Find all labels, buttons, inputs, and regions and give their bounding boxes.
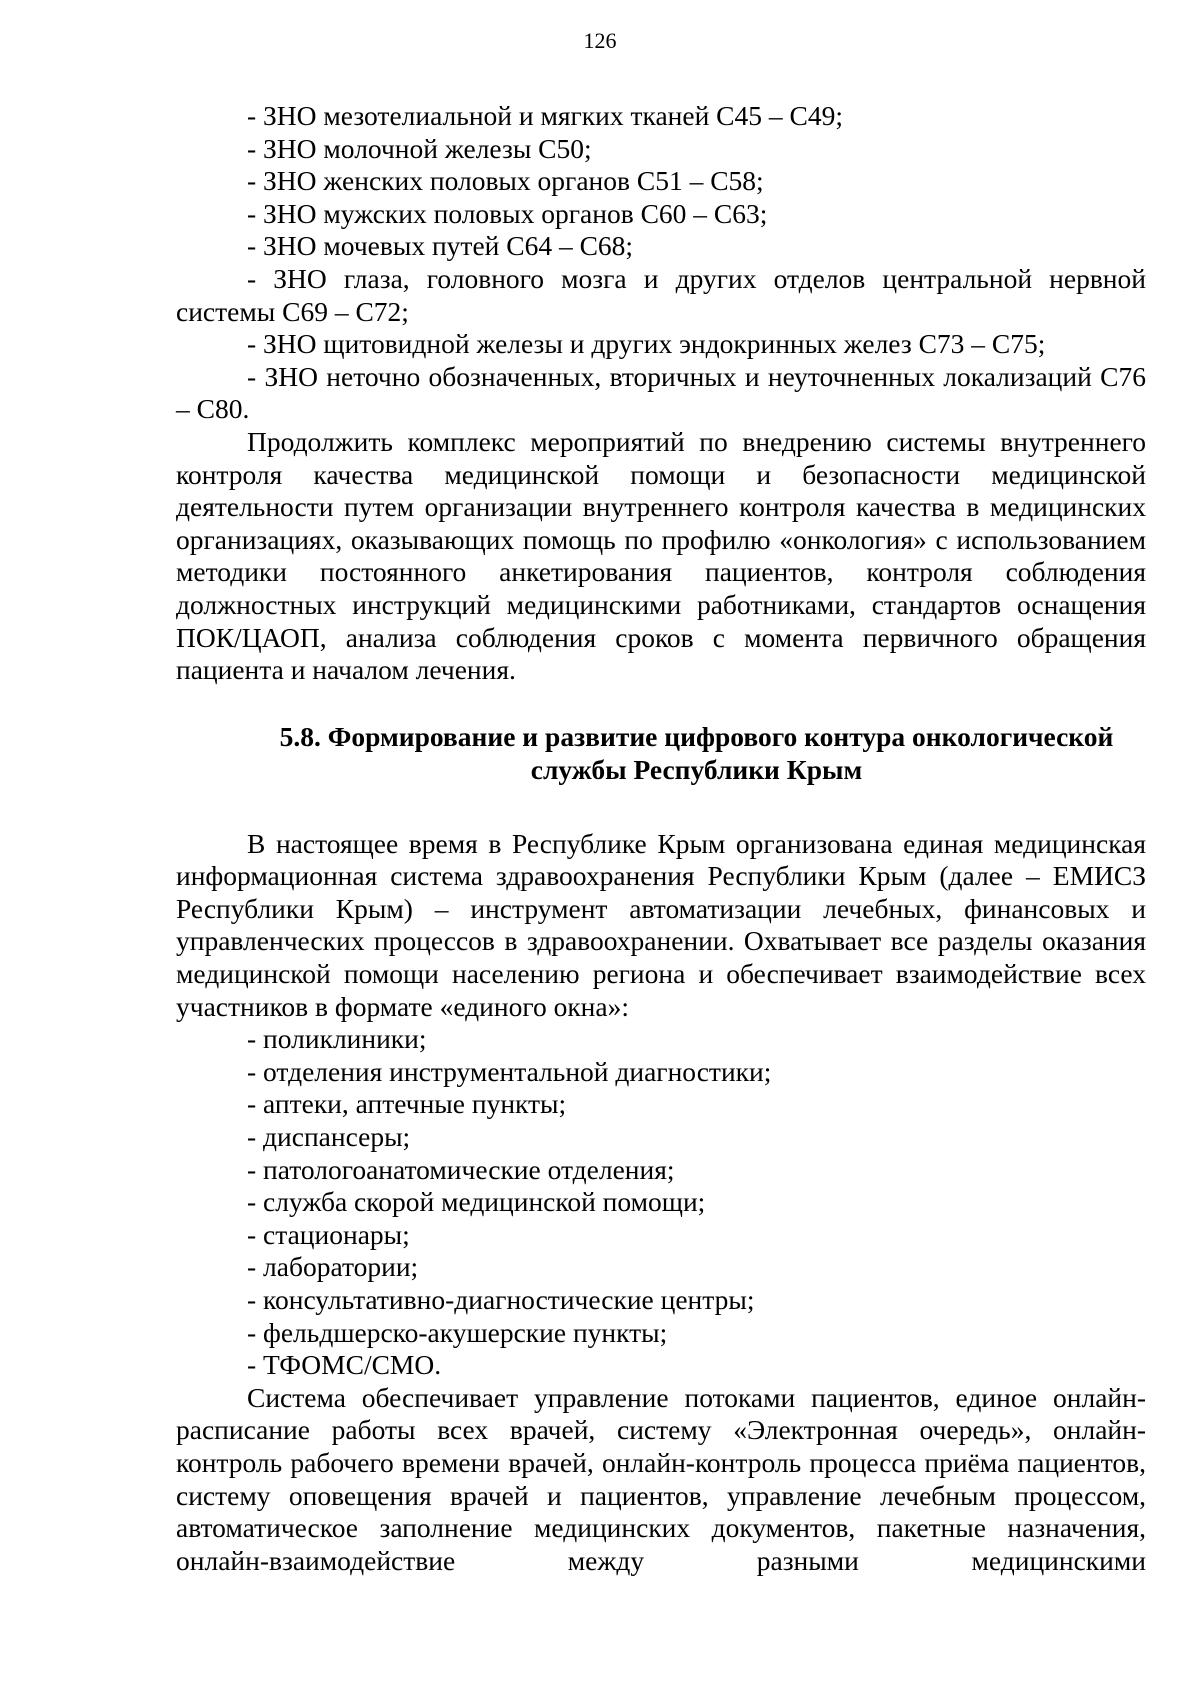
system-features-paragraph: Система обеспечивает управление потоками пациентов, единое онлайн-расписание работы всех врачей, систему «Электронная очередь», онлайн-контроль рабочего времени врачей, онлайн-контроль процесса приёма пациентов, систему оповещения врачей и пациентов, управление лечебным процессом, автоматическое заполнение медицинских документов, пакетные назначения, онлайн-взаимодействие между разными медицинскими	[176, 1381, 1146, 1576]
section-heading-line-2: службы Республики Крым	[530, 753, 863, 785]
list-item: - поликлиники;	[247, 1023, 427, 1055]
section-heading	[176, 720, 1146, 786]
emisz-paragraph: В настоящее время в Республике Крым организована единая медицинская информационная система здравоохранения Республики Крым (далее – ЕМИСЗ Республики Крым) – инструмент автоматизации лечебных, финансовых и управленческих процессов в здравоохранении. Охватывает все разделы оказания медицинской помощи населению региона и обеспечивает взаимодействие всех участников в формате «единого окна»:	[176, 827, 1146, 1022]
list-item: - ЗНО молочной железы С50;	[247, 132, 592, 164]
list-item: - ЗНО мочевых путей С64 – С68;	[247, 230, 634, 262]
list-item: - отделения инструментальной диагностики;	[247, 1055, 772, 1087]
page-number: 126	[583, 28, 617, 53]
list-item: - патологоанатомические отделения;	[247, 1153, 675, 1185]
list-item: - ЗНО женских половых органов С51 – С58;	[247, 165, 764, 197]
list-item: - ЗНО мужских половых органов С60 – С63;	[247, 197, 768, 229]
list-item: - служба скорой медицинской помощи;	[247, 1186, 706, 1218]
list-item: - диспансеры;	[247, 1121, 411, 1153]
quality-control-paragraph: Продолжить комплекс мероприятий по внедрению системы внутреннего контроля качества медицинской помощи и безопасности медицинской деятельности путем организации внутреннего контроля качества в медицинских организациях, оказывающих помощь по профилю «онкология» с использованием методики постоянного анкетирования пациентов, контроля соблюдения должностных инструкций медицинскими работниками, стандартов оснащения ПОК/ЦАОП, анализа соблюдения сроков с момента первичного обращения пациента и началом лечения.	[176, 425, 1146, 686]
list-item: - ТФОМС/СМО.	[247, 1349, 442, 1381]
list-item: - консультативно-диагностические центры;	[247, 1284, 755, 1315]
participants-list	[176, 1023, 1146, 1382]
list-item: - фельдшерско-акушерские пункты;	[247, 1316, 668, 1348]
section-heading-line-1: 5.8. Формирование и развитие цифрового контура онкологической	[279, 720, 1114, 752]
list-item: - стационары;	[247, 1218, 410, 1250]
tumor-localization-list	[176, 100, 1146, 426]
list-item: - лаборатории;	[247, 1251, 419, 1283]
list-item: - ЗНО глаза, головного мозга и других отделов центральной нервной системы С69 – С72;	[176, 262, 1146, 327]
list-item: - ЗНО неточно обозначенных, вторичных и неуточненных локализаций С76 – С80.	[176, 360, 1146, 425]
list-item: - ЗНО мезотелиальной и мягких тканей С45 – С49;	[247, 100, 844, 131]
list-item: - аптеки, аптечные пункты;	[247, 1088, 567, 1120]
list-item: - ЗНО щитовидной железы и других эндокринных желез С73 – С75;	[247, 328, 1046, 360]
document-body	[176, 100, 1146, 1577]
